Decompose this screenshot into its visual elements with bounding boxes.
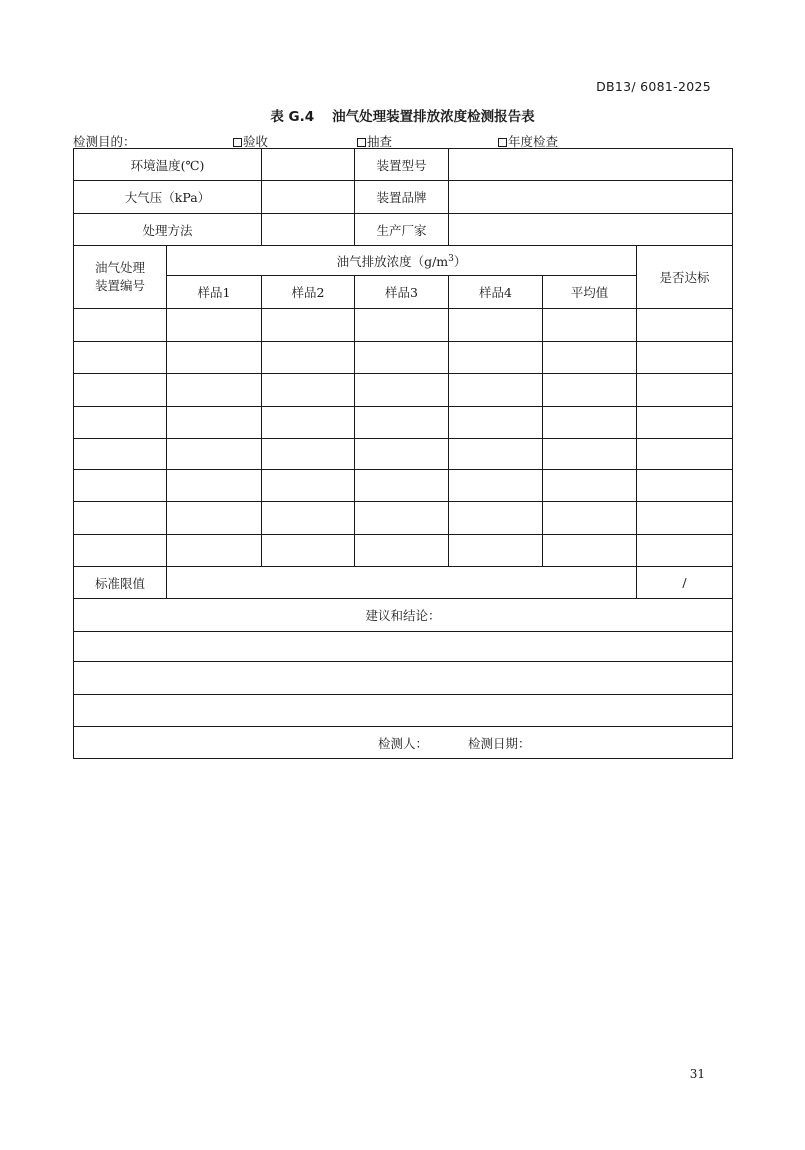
info-row xyxy=(74,214,733,246)
data-cell[interactable] xyxy=(355,470,449,502)
data-cell[interactable] xyxy=(74,439,167,470)
concentration-header-text: 油气排放浓度（g/m xyxy=(336,253,449,269)
inspection-report-table xyxy=(73,148,733,759)
page-number: 31 xyxy=(689,1067,705,1081)
standard-limit-slash: / xyxy=(637,567,733,599)
data-cell[interactable] xyxy=(355,535,449,567)
data-cell[interactable] xyxy=(637,342,733,374)
conclusion-row xyxy=(74,632,733,662)
sample-2-header: 样品2 xyxy=(262,276,355,309)
data-cell[interactable] xyxy=(637,374,733,407)
option-annual-check-label: 年度检查 xyxy=(508,134,559,149)
data-cell[interactable] xyxy=(543,407,637,439)
data-cell[interactable] xyxy=(167,439,262,470)
conclusion-label-row xyxy=(74,599,733,632)
data-cell[interactable] xyxy=(74,374,167,407)
compliant-header: 是否达标 xyxy=(637,246,733,309)
info-row xyxy=(74,181,733,214)
data-cell[interactable] xyxy=(637,535,733,567)
data-cell[interactable] xyxy=(167,342,262,374)
data-cell[interactable] xyxy=(167,309,262,342)
inspector-label: 检测人： xyxy=(378,735,429,751)
table-row xyxy=(74,470,733,502)
inspection-date-label: 检测日期： xyxy=(468,735,531,751)
checkbox-icon[interactable] xyxy=(233,138,242,147)
data-cell[interactable] xyxy=(449,535,543,567)
data-cell[interactable] xyxy=(262,374,355,407)
purpose-label: 检测目的： xyxy=(73,134,136,149)
data-cell[interactable] xyxy=(637,407,733,439)
data-cell[interactable] xyxy=(449,439,543,470)
table-code: 表 G.4 xyxy=(270,109,315,125)
data-cell[interactable] xyxy=(543,309,637,342)
table-row xyxy=(74,502,733,535)
info-row xyxy=(74,149,733,181)
data-cell[interactable] xyxy=(449,407,543,439)
data-cell[interactable] xyxy=(167,374,262,407)
data-cell[interactable] xyxy=(637,309,733,342)
table-row xyxy=(74,439,733,470)
conclusion-label: 建议和结论： xyxy=(74,599,733,632)
data-cell[interactable] xyxy=(637,470,733,502)
table-row xyxy=(74,407,733,439)
data-cell[interactable] xyxy=(449,502,543,535)
data-cell[interactable] xyxy=(262,502,355,535)
env-temp-label: 环境温度(℃) xyxy=(74,149,262,181)
device-id-header-line2: 装置编号 xyxy=(94,278,145,293)
header-row xyxy=(74,246,733,276)
pressure-label: 大气压（kPa） xyxy=(74,181,262,214)
data-cell[interactable] xyxy=(543,470,637,502)
method-value[interactable] xyxy=(262,214,355,246)
sample-1-header: 样品1 xyxy=(167,276,262,309)
data-cell[interactable] xyxy=(449,374,543,407)
conclusion-row xyxy=(74,662,733,695)
device-id-header-line1: 油气处理 xyxy=(94,260,145,275)
data-cell[interactable] xyxy=(543,502,637,535)
standard-limit-row xyxy=(74,567,733,599)
inspection-purpose-row xyxy=(73,132,733,148)
data-cell[interactable] xyxy=(355,502,449,535)
model-label: 装置型号 xyxy=(355,149,449,181)
table-title xyxy=(0,105,805,125)
conclusion-line[interactable] xyxy=(74,632,733,662)
option-spot-check-label: 抽查 xyxy=(367,134,393,149)
conclusion-line[interactable] xyxy=(74,662,733,695)
concentration-unit-superscript: 3 xyxy=(448,253,454,264)
standard-limit-label: 标准限值 xyxy=(74,567,167,599)
concentration-header xyxy=(167,246,637,276)
device-id-header xyxy=(74,246,167,309)
data-cell[interactable] xyxy=(355,374,449,407)
document-code: DB13/ 6081-2025 xyxy=(596,79,711,94)
data-cell[interactable] xyxy=(355,439,449,470)
maker-value[interactable] xyxy=(449,214,733,246)
table-row xyxy=(74,374,733,407)
data-cell[interactable] xyxy=(74,407,167,439)
sample-4-header: 样品4 xyxy=(449,276,543,309)
data-cell[interactable] xyxy=(262,309,355,342)
data-cell[interactable] xyxy=(74,502,167,535)
data-cell[interactable] xyxy=(355,407,449,439)
signature-cell xyxy=(74,727,733,759)
table-row xyxy=(74,342,733,374)
data-cell[interactable] xyxy=(262,407,355,439)
data-cell[interactable] xyxy=(543,342,637,374)
data-cell[interactable] xyxy=(167,535,262,567)
data-cell[interactable] xyxy=(355,342,449,374)
checkbox-icon[interactable] xyxy=(498,138,507,147)
checkbox-icon[interactable] xyxy=(357,138,366,147)
data-cell[interactable] xyxy=(449,309,543,342)
data-cell[interactable] xyxy=(543,535,637,567)
env-temp-value[interactable] xyxy=(262,149,355,181)
conclusion-row xyxy=(74,695,733,727)
data-cell[interactable] xyxy=(74,309,167,342)
data-cell[interactable] xyxy=(262,470,355,502)
option-acceptance-label: 验收 xyxy=(243,134,269,149)
concentration-header-close: ） xyxy=(453,253,467,269)
data-cell[interactable] xyxy=(262,439,355,470)
data-cell[interactable] xyxy=(637,502,733,535)
data-cell[interactable] xyxy=(167,470,262,502)
maker-label: 生产厂家 xyxy=(355,214,449,246)
data-cell[interactable] xyxy=(262,535,355,567)
method-label: 处理方法 xyxy=(74,214,262,246)
data-cell[interactable] xyxy=(262,342,355,374)
brand-value[interactable] xyxy=(449,181,733,214)
data-cell[interactable] xyxy=(167,407,262,439)
signature-line xyxy=(74,734,732,752)
data-cell[interactable] xyxy=(449,470,543,502)
table-title-text: 油气处理装置排放浓度检测报告表 xyxy=(332,109,535,125)
data-cell[interactable] xyxy=(637,439,733,470)
table-row xyxy=(74,535,733,567)
sample-header-row xyxy=(74,276,733,309)
table-row xyxy=(74,309,733,342)
model-value[interactable] xyxy=(449,149,733,181)
pressure-value[interactable] xyxy=(262,181,355,214)
data-cell[interactable] xyxy=(74,342,167,374)
conclusion-line[interactable] xyxy=(74,695,733,727)
sample-3-header: 样品3 xyxy=(355,276,449,309)
brand-label: 装置品牌 xyxy=(355,181,449,214)
data-cell[interactable] xyxy=(543,374,637,407)
data-cell[interactable] xyxy=(543,439,637,470)
average-header: 平均值 xyxy=(543,276,637,309)
data-cell[interactable] xyxy=(355,309,449,342)
data-cell[interactable] xyxy=(74,535,167,567)
data-cell[interactable] xyxy=(167,502,262,535)
data-cell[interactable] xyxy=(74,470,167,502)
data-cell[interactable] xyxy=(449,342,543,374)
standard-limit-value[interactable] xyxy=(167,567,637,599)
signature-row xyxy=(74,727,733,759)
